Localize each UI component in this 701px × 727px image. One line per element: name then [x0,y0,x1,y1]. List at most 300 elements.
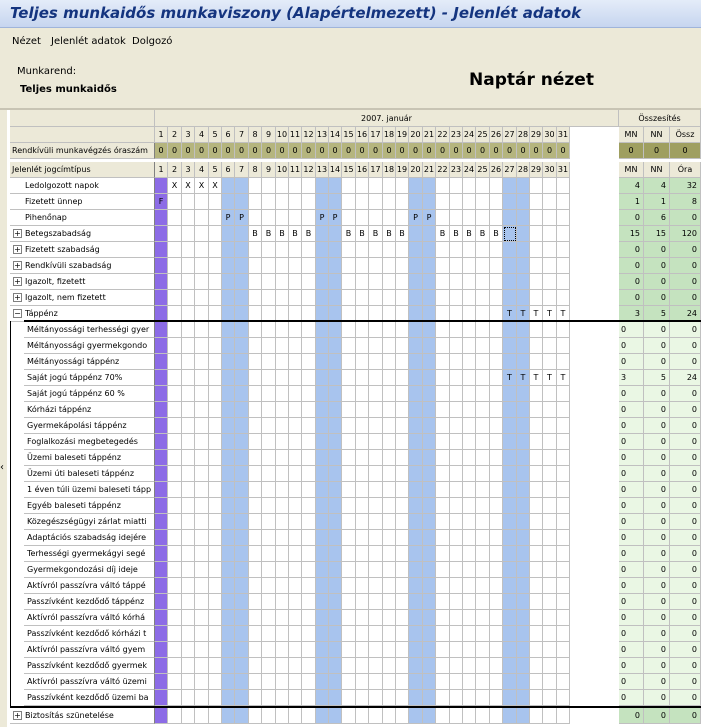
day-cell[interactable] [195,708,209,724]
day-cell[interactable] [235,418,249,434]
day-cell[interactable] [262,530,276,546]
day-cell[interactable] [530,708,543,724]
day-cell[interactable] [342,418,356,434]
day-cell[interactable] [463,562,476,578]
day-cell[interactable] [409,258,423,274]
day-cell[interactable] [329,290,342,306]
day-cell[interactable] [463,210,476,226]
expand-icon[interactable]: + [14,292,21,302]
day-cell[interactable] [503,242,517,258]
day-cell[interactable] [463,290,476,306]
day-cell[interactable] [209,546,222,562]
day-cell[interactable] [383,338,396,354]
day-cell[interactable] [356,242,369,258]
day-cell[interactable] [543,562,557,578]
day-cell[interactable] [383,514,396,530]
day-cell[interactable] [262,258,276,274]
day-cell[interactable] [168,354,182,370]
day-cell[interactable] [383,194,396,210]
day-cell[interactable] [195,434,209,450]
day-cell[interactable] [436,450,450,466]
day-cell[interactable] [463,594,476,610]
day-cell[interactable] [222,434,235,450]
day-cell[interactable] [436,562,450,578]
day-cell[interactable] [235,386,249,402]
row-label[interactable] [10,178,155,194]
day-cell[interactable] [342,322,356,338]
day-cell[interactable] [276,354,289,370]
day-cell[interactable] [155,418,168,434]
day-cell[interactable] [463,578,476,594]
day-cell[interactable] [235,482,249,498]
day-cell[interactable] [276,690,289,706]
day-cell[interactable] [276,498,289,514]
day-cell[interactable] [222,258,235,274]
day-cell[interactable] [356,530,369,546]
day-cell[interactable] [503,338,517,354]
sub-row-label[interactable] [24,450,155,466]
day-cell[interactable] [503,514,517,530]
day-cell[interactable] [369,708,383,724]
day-cell[interactable] [195,578,209,594]
day-cell[interactable] [262,482,276,498]
day-cell[interactable] [409,418,423,434]
day-cell[interactable] [222,194,235,210]
day-cell[interactable] [289,322,302,338]
day-cell[interactable] [289,562,302,578]
day-cell[interactable] [302,434,316,450]
day-cell[interactable] [543,498,557,514]
day-cell[interactable] [342,386,356,402]
day-cell[interactable] [235,194,249,210]
day-cell[interactable] [209,402,222,418]
day-cell[interactable] [222,626,235,642]
day-cell[interactable] [476,194,490,210]
day-cell[interactable] [383,418,396,434]
day-cell[interactable] [383,562,396,578]
day-cell[interactable] [490,322,503,338]
day-cell[interactable] [356,642,369,658]
day-cell[interactable] [262,290,276,306]
day-cell[interactable] [209,258,222,274]
day-cell[interactable] [222,708,235,724]
day-cell[interactable] [530,338,543,354]
day-cell[interactable] [182,210,195,226]
day-cell[interactable] [289,354,302,370]
day-cell[interactable] [476,514,490,530]
day-cell[interactable] [423,562,436,578]
day-cell[interactable] [476,690,490,706]
day-cell[interactable] [182,642,195,658]
day-cell[interactable] [222,482,235,498]
day-cell[interactable] [302,210,316,226]
day-cell[interactable] [195,610,209,626]
day-cell[interactable] [409,194,423,210]
day-cell[interactable] [517,354,530,370]
day-cell[interactable] [276,610,289,626]
day-cell[interactable] [463,658,476,674]
day-cell[interactable] [249,338,262,354]
day-cell[interactable] [383,578,396,594]
day-cell[interactable] [356,708,369,724]
day-cell[interactable] [329,178,342,194]
day-cell[interactable] [450,562,463,578]
day-cell[interactable] [396,674,409,690]
sub-row-label[interactable] [24,626,155,642]
day-cell[interactable] [557,402,570,418]
day-cell[interactable] [276,290,289,306]
day-cell[interactable] [423,322,436,338]
day-cell[interactable] [182,658,195,674]
overtime-cell[interactable]: 0 [329,143,342,159]
day-cell[interactable] [423,642,436,658]
day-cell[interactable] [235,354,249,370]
overtime-cell[interactable]: 0 [302,143,316,159]
day-cell[interactable]: B [249,226,262,242]
day-cell[interactable] [235,546,249,562]
day-cell[interactable] [235,402,249,418]
day-cell[interactable] [276,562,289,578]
day-cell[interactable] [409,434,423,450]
day-cell[interactable] [302,626,316,642]
day-cell[interactable] [530,194,543,210]
day-cell[interactable] [182,498,195,514]
collapse-arrow-icon[interactable]: ‹ [0,462,4,473]
day-cell[interactable] [249,578,262,594]
overtime-cell[interactable]: 0 [383,143,396,159]
day-cell[interactable] [463,322,476,338]
day-cell[interactable] [463,258,476,274]
day-cell[interactable] [490,258,503,274]
day-cell[interactable] [423,194,436,210]
day-cell[interactable] [342,626,356,642]
day-cell[interactable] [316,626,329,642]
day-cell[interactable] [436,514,450,530]
day-cell[interactable] [195,514,209,530]
day-cell[interactable] [530,514,543,530]
day-cell[interactable] [316,194,329,210]
day-cell[interactable] [423,178,436,194]
row-label[interactable] [10,226,155,242]
day-cell[interactable] [409,226,423,242]
day-cell[interactable] [342,482,356,498]
day-cell[interactable] [557,482,570,498]
day-cell[interactable] [557,210,570,226]
day-cell[interactable] [329,418,342,434]
day-cell[interactable] [342,562,356,578]
day-cell[interactable] [490,274,503,290]
day-cell[interactable] [557,690,570,706]
day-cell[interactable] [168,290,182,306]
day-cell[interactable] [316,530,329,546]
overtime-cell[interactable]: 0 [155,143,168,159]
day-cell[interactable] [276,194,289,210]
day-cell[interactable] [329,194,342,210]
day-cell[interactable] [436,610,450,626]
day-cell[interactable] [316,562,329,578]
sub-row-label[interactable] [24,386,155,402]
day-cell[interactable] [543,434,557,450]
day-cell[interactable] [543,274,557,290]
day-cell[interactable] [182,274,195,290]
day-cell[interactable] [517,402,530,418]
day-cell[interactable] [329,594,342,610]
day-cell[interactable] [369,466,383,482]
day-cell[interactable] [450,274,463,290]
day-cell[interactable] [383,322,396,338]
day-cell[interactable] [316,274,329,290]
day-cell[interactable] [168,610,182,626]
day-cell[interactable] [530,402,543,418]
day-cell[interactable] [302,402,316,418]
day-cell[interactable] [262,450,276,466]
day-cell[interactable] [155,626,168,642]
day-cell[interactable] [503,690,517,706]
day-cell[interactable] [168,482,182,498]
day-cell[interactable] [342,194,356,210]
day-cell[interactable] [396,274,409,290]
day-cell[interactable] [329,450,342,466]
day-cell[interactable] [316,418,329,434]
day-cell[interactable] [316,690,329,706]
day-cell[interactable] [168,338,182,354]
day-cell[interactable] [356,482,369,498]
day-cell[interactable] [329,482,342,498]
row-label[interactable] [10,210,155,226]
day-cell[interactable] [289,258,302,274]
day-cell[interactable] [209,562,222,578]
day-cell[interactable]: F [155,194,168,210]
day-cell[interactable]: P [235,210,249,226]
day-cell[interactable] [302,370,316,386]
day-cell[interactable] [383,642,396,658]
day-cell[interactable] [409,498,423,514]
day-cell[interactable] [476,402,490,418]
day-cell[interactable] [450,610,463,626]
day-cell[interactable] [342,290,356,306]
day-cell[interactable] [222,370,235,386]
day-cell[interactable] [490,386,503,402]
day-cell[interactable] [450,546,463,562]
day-cell[interactable] [517,674,530,690]
day-cell[interactable] [262,562,276,578]
day-cell[interactable] [155,386,168,402]
day-cell[interactable] [356,194,369,210]
day-cell[interactable] [356,450,369,466]
day-cell[interactable] [262,658,276,674]
day-cell[interactable] [476,482,490,498]
day-cell[interactable] [369,402,383,418]
day-cell[interactable]: P [329,210,342,226]
day-cell[interactable] [302,690,316,706]
day-cell[interactable] [369,434,383,450]
day-cell[interactable] [342,258,356,274]
day-cell[interactable] [168,514,182,530]
day-cell[interactable] [222,562,235,578]
day-cell[interactable] [302,530,316,546]
day-cell[interactable] [289,194,302,210]
day-cell[interactable] [436,594,450,610]
day-cell[interactable] [195,258,209,274]
day-cell[interactable] [557,466,570,482]
day-cell[interactable] [276,450,289,466]
overtime-cell[interactable]: 0 [490,143,503,159]
day-cell[interactable] [316,370,329,386]
day-cell[interactable] [517,466,530,482]
overtime-cell[interactable]: 0 [530,143,543,159]
day-cell[interactable] [463,450,476,466]
day-cell[interactable] [249,386,262,402]
day-cell[interactable] [235,178,249,194]
day-cell[interactable] [329,562,342,578]
day-cell[interactable] [182,258,195,274]
day-cell[interactable] [249,514,262,530]
day-cell[interactable] [450,290,463,306]
day-cell[interactable] [369,690,383,706]
day-cell[interactable] [396,290,409,306]
day-cell[interactable] [302,562,316,578]
day-cell[interactable] [409,530,423,546]
day-cell[interactable] [262,354,276,370]
day-cell[interactable] [182,530,195,546]
day-cell[interactable] [369,610,383,626]
day-cell[interactable] [476,210,490,226]
day-cell[interactable] [476,674,490,690]
day-cell[interactable] [450,386,463,402]
day-cell[interactable] [209,594,222,610]
day-cell[interactable] [356,354,369,370]
day-cell[interactable] [530,354,543,370]
day-cell[interactable] [302,546,316,562]
day-cell[interactable] [249,482,262,498]
day-cell[interactable] [155,594,168,610]
overtime-cell[interactable]: 0 [342,143,356,159]
overtime-cell[interactable]: 0 [517,143,530,159]
day-cell[interactable] [316,546,329,562]
day-cell[interactable] [409,386,423,402]
day-cell[interactable] [557,434,570,450]
day-cell[interactable] [463,546,476,562]
day-cell[interactable] [530,322,543,338]
day-cell[interactable] [409,594,423,610]
day-cell[interactable] [450,626,463,642]
day-cell[interactable] [195,594,209,610]
day-cell[interactable] [530,690,543,706]
day-cell[interactable] [490,290,503,306]
day-cell[interactable]: T [557,370,570,386]
day-cell[interactable] [329,354,342,370]
day-cell[interactable] [530,290,543,306]
day-cell[interactable] [356,322,369,338]
day-cell[interactable] [235,466,249,482]
day-cell[interactable] [235,530,249,546]
day-cell[interactable] [222,242,235,258]
day-cell[interactable] [517,274,530,290]
day-cell[interactable] [276,546,289,562]
day-cell[interactable] [289,242,302,258]
sub-row-label[interactable] [24,482,155,498]
day-cell[interactable] [557,226,570,242]
day-cell[interactable] [209,194,222,210]
day-cell[interactable] [356,418,369,434]
day-cell[interactable] [289,450,302,466]
day-cell[interactable] [249,242,262,258]
day-cell[interactable] [155,498,168,514]
day-cell[interactable] [436,546,450,562]
day-cell[interactable] [262,322,276,338]
day-cell[interactable] [342,610,356,626]
day-cell[interactable] [369,242,383,258]
day-cell[interactable] [490,210,503,226]
day-cell[interactable] [557,322,570,338]
day-cell[interactable] [423,226,436,242]
day-cell[interactable] [235,498,249,514]
day-cell[interactable] [369,370,383,386]
day-cell[interactable] [168,466,182,482]
day-cell[interactable] [503,610,517,626]
day-cell[interactable] [517,708,530,724]
day-cell[interactable] [490,338,503,354]
day-cell[interactable] [155,402,168,418]
day-cell[interactable] [249,610,262,626]
day-cell[interactable] [342,674,356,690]
day-cell[interactable] [356,466,369,482]
day-cell[interactable] [409,466,423,482]
day-cell[interactable] [276,674,289,690]
day-cell[interactable] [195,626,209,642]
day-cell[interactable] [409,402,423,418]
day-cell[interactable] [450,178,463,194]
day-cell[interactable] [342,178,356,194]
day-cell[interactable] [329,578,342,594]
day-cell[interactable] [557,386,570,402]
day-cell[interactable] [517,386,530,402]
day-cell[interactable] [168,546,182,562]
day-cell[interactable] [289,690,302,706]
day-cell[interactable] [168,258,182,274]
day-cell[interactable] [209,482,222,498]
day-cell[interactable] [222,642,235,658]
overtime-cell[interactable]: 0 [356,143,369,159]
day-cell[interactable] [503,578,517,594]
day-cell[interactable] [262,674,276,690]
day-cell[interactable] [436,466,450,482]
day-cell[interactable] [182,354,195,370]
day-cell[interactable] [155,562,168,578]
day-cell[interactable] [155,708,168,724]
day-cell[interactable]: T [517,306,530,322]
day-cell[interactable] [289,530,302,546]
day-cell[interactable] [316,226,329,242]
day-cell[interactable] [517,530,530,546]
day-cell[interactable] [530,674,543,690]
day-cell[interactable] [168,274,182,290]
day-cell[interactable] [356,610,369,626]
day-cell[interactable] [476,386,490,402]
sub-row-label[interactable] [24,610,155,626]
day-cell[interactable] [235,322,249,338]
day-cell[interactable] [209,626,222,642]
day-cell[interactable] [383,610,396,626]
day-cell[interactable]: X [182,178,195,194]
day-cell[interactable] [423,290,436,306]
day-cell[interactable] [262,434,276,450]
day-cell[interactable] [557,514,570,530]
day-cell[interactable] [249,290,262,306]
overtime-cell[interactable]: 0 [182,143,195,159]
day-cell[interactable] [503,482,517,498]
day-cell[interactable] [276,482,289,498]
